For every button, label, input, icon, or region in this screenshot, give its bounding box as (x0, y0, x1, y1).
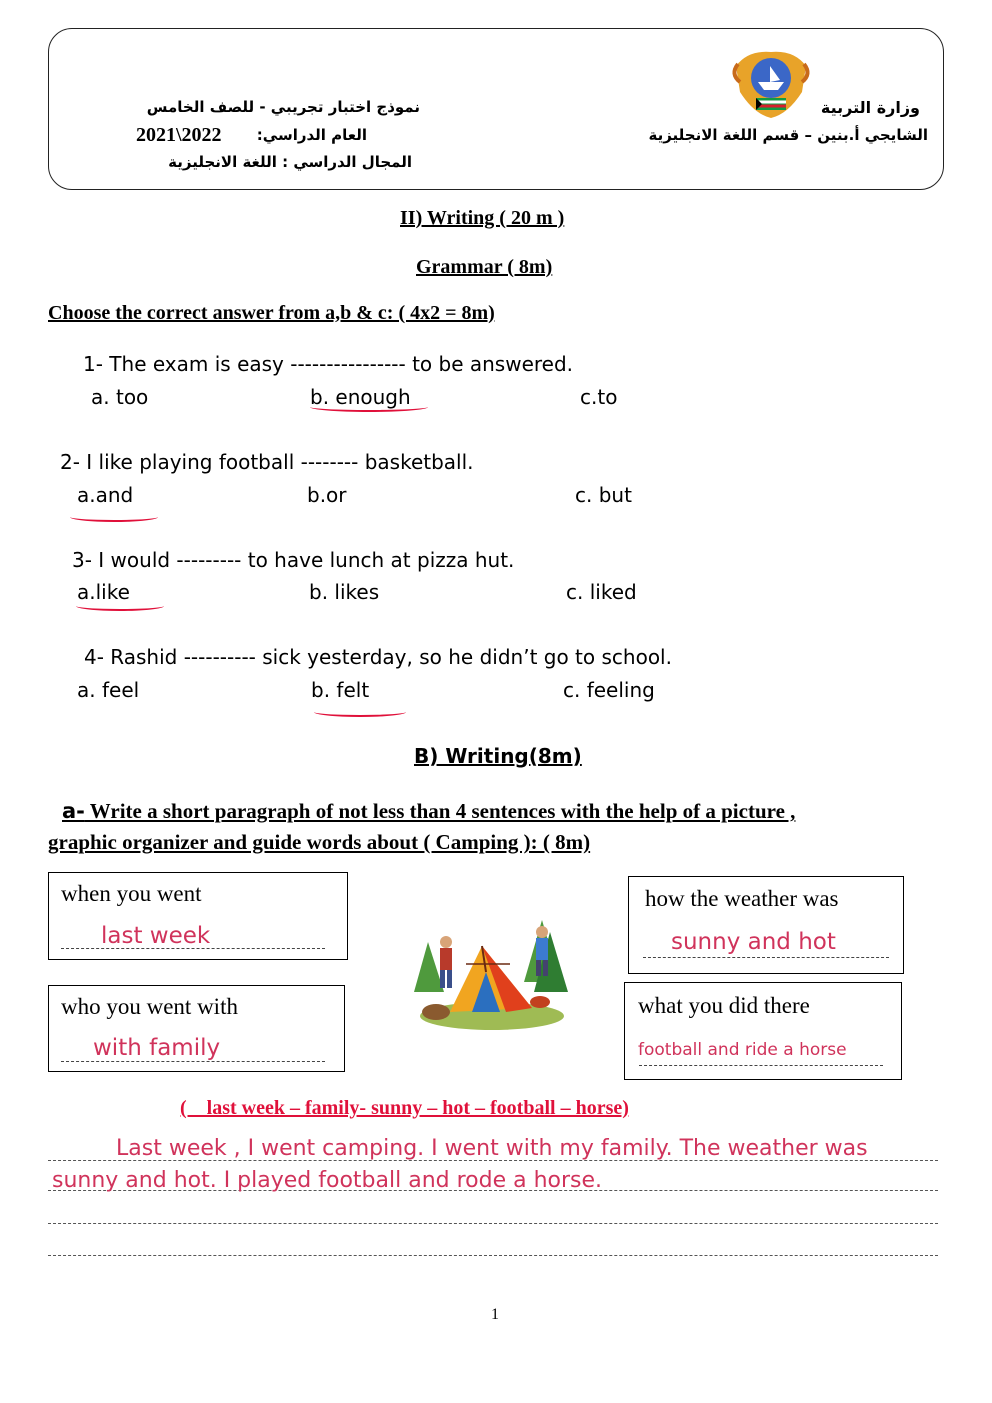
grammar-instruction: Choose the correct answer from a,b & c: ( 4x2 = 8m) (48, 302, 495, 324)
year-value: 2021\2022 (136, 124, 222, 146)
box-weather-label: how the weather was (645, 886, 839, 911)
guide-words: ( last week – family- sunny – hot – football – horse) (180, 1097, 629, 1119)
question-3-text: 3- I would --------- to have lunch at pizza hut. (72, 548, 515, 572)
box-when-label: when you went (61, 881, 202, 906)
exam-title: نموذج اختبار تجريبي - للصف الخامس (146, 98, 420, 116)
instruction-prefix: a- (62, 799, 85, 823)
answer-4-underline (314, 707, 406, 717)
box-who-line (61, 1061, 325, 1062)
answer-1-underline (310, 402, 428, 412)
writing-instruction-line1 (48, 799, 795, 824)
box-weather-answer: sunny and hot (671, 929, 836, 955)
question-1-text: 1- The exam is easy ---------------- to be answered. (83, 352, 574, 376)
question-1-option-b: b. enough (310, 385, 411, 409)
question-2-option-c: c. but (575, 483, 632, 507)
grammar-title: Grammar ( 8m) (416, 256, 553, 278)
box-who-label: who you went with (61, 994, 238, 1019)
department-text: الشايجي أ.بنين – قسم اللغة الانجليزية (648, 126, 928, 144)
organizer-box-who (48, 985, 345, 1072)
box-who-answer: with family (93, 1035, 221, 1061)
question-2-option-b: b.or (307, 483, 347, 507)
question-2-text: 2- I like playing football -------- basketball. (60, 450, 474, 474)
organizer-box-when (48, 872, 348, 960)
writing-title: B) Writing(8m) (414, 744, 582, 768)
question-3-option-b: b. likes (309, 580, 380, 604)
question-1-option-c: c.to (580, 385, 618, 409)
box-activity-line (639, 1065, 883, 1066)
question-3-option-c: c. liked (566, 580, 637, 604)
page-number: 1 (491, 1306, 499, 1323)
box-activity-answer: football and ride a horse (638, 1040, 847, 1060)
box-weather-line (643, 957, 889, 958)
answer-3-underline (76, 601, 164, 611)
question-4-text: 4- Rashid ---------- sick yesterday, so he didn’t go to school. (84, 645, 672, 669)
box-activity-label: what you did there (638, 993, 810, 1018)
kuwait-emblem-icon (728, 48, 814, 120)
paragraph-line-1: Last week , I went camping. I went with my family. The weather was (116, 1136, 868, 1161)
subject-text: المجال الدراسي : اللغة الانجليزية (168, 153, 412, 171)
writing-instruction-line2: graphic organizer and guide words about ( Camping ): ( 8m) (48, 830, 591, 854)
instruction-text-1: Write a short paragraph of not less than 4 sentences with the help of a picture , (84, 799, 796, 823)
paragraph-line-2: sunny and hot. I played football and rode a horse. (52, 1168, 603, 1193)
question-4-option-b: b. felt (311, 678, 370, 702)
ministry-text: وزارة التربية (820, 98, 920, 117)
question-1-option-a: a. too (91, 385, 149, 409)
answer-2-underline (70, 512, 158, 522)
writing-line-4 (48, 1255, 938, 1256)
year-label: العام الدراسي: (256, 126, 367, 144)
camping-tent-icon (410, 912, 572, 1036)
question-2-option-a: a.and (77, 483, 134, 507)
organizer-box-weather (628, 876, 904, 974)
section-title: II) Writing ( 20 m ) (400, 207, 565, 229)
question-3-option-a: a.like (77, 580, 130, 604)
organizer-box-activity (624, 982, 902, 1080)
writing-line-3 (48, 1223, 938, 1224)
question-4-option-a: a. feel (77, 678, 140, 702)
question-4-option-c: c. feeling (563, 678, 655, 702)
box-when-answer: last week (101, 923, 211, 949)
